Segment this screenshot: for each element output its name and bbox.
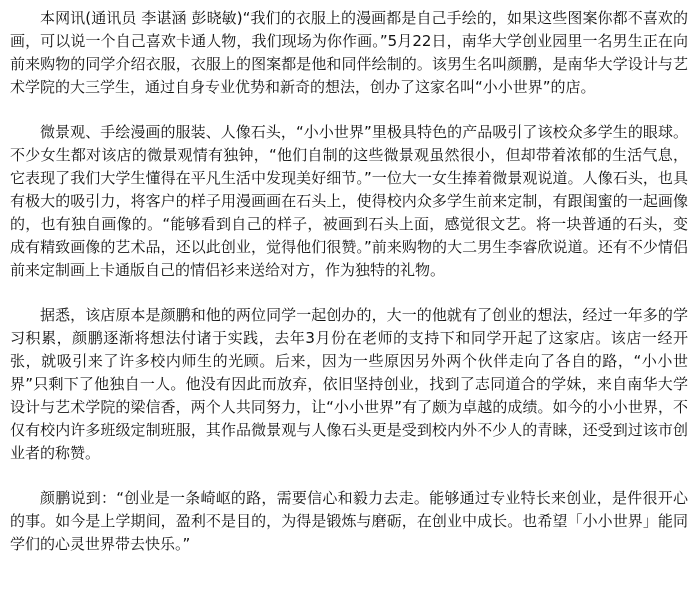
article-paragraph-4: 颜鹏说到：“创业是一条崎岖的路，需要信心和毅力去走。能够通过专业特长来创业，是件很开心的事。如今是上学期间，盈利不是目的，为得是锻炼与磨砺，在创业中成长。也希望「小小世界」能同学们的心灵世界带去快乐。” [10,489,688,553]
article-paragraph-2: 微景观、手绘漫画的服装、人像石头，“小小世界”里极具特色的产品吸引了该校众多学生的眼球。不少女生都对该店的微景观情有独钟，“他们自制的这些微景观虽然很小，但却带着浓郁的生活气息，它表现了我们大学生懂得在平凡生活中发现美好细节。”一位大一女生捧着微景观说道。人像石头，也具有极大的吸引力，将客户的样子用漫画画在石头上，使得校内众多学生前来定制，有跟闺蜜的一起画像的，也有独自画像的。“能够看到自己的样子，被画到石头上面，感觉很文艺。将一块普通的石头，变成有精致画像的艺术品，还以此创业，觉得他们很赞。”前来购物的大二男生李睿欣说道。还有不少情侣前来定制画上卡通版自己的情侣衫来送给对方，作为独特的礼物。 [10,123,688,279]
article-paragraph-3: 据悉，该店原本是颜鹏和他的两位同学一起创办的，大一的他就有了创业的想法，经过一年多的学习积累，颜鹏逐渐将想法付诸于实践，去年3月份在老师的支持下和同学开起了这家店。该店一经开张，就吸引来了许多校内师生的光顾。后来，因为一些原因另外两个伙伴走向了各自的路，“小小世界”只剩下了他独自一人。他没有因此而放弃，依旧坚持创业，找到了志同道合的学妹，来自南华大学设计与艺术学院的梁信香，两个人共同努力，让“小小世界”有了颇为卓越的成绩。如今的小小世界，不仅有校内许多班级定制班服，其作品微景观与人像石头更是受到校内外不少人的青睐，还受到过该市创业者的称赞。 [10,306,688,462]
article-paragraph-1: 本网讯(通讯员 李谌涵 彭晓敏)“我们的衣服上的漫画都是自己手绘的，如果这些图案你都不喜欢的画，可以说一个自己喜欢卡通人物，我们现场为你作画。”5月22日，南华大学创业园里一名男生正在向前来购物的同学介绍衣服，衣服上的图案都是他和同伴绘制的。该男生名叫颜鹏，是南华大学设计与艺术学院的大三学生，通过自身专业优势和新奇的想法，创办了这家名叫“小小世界”的店。 [10,9,688,96]
